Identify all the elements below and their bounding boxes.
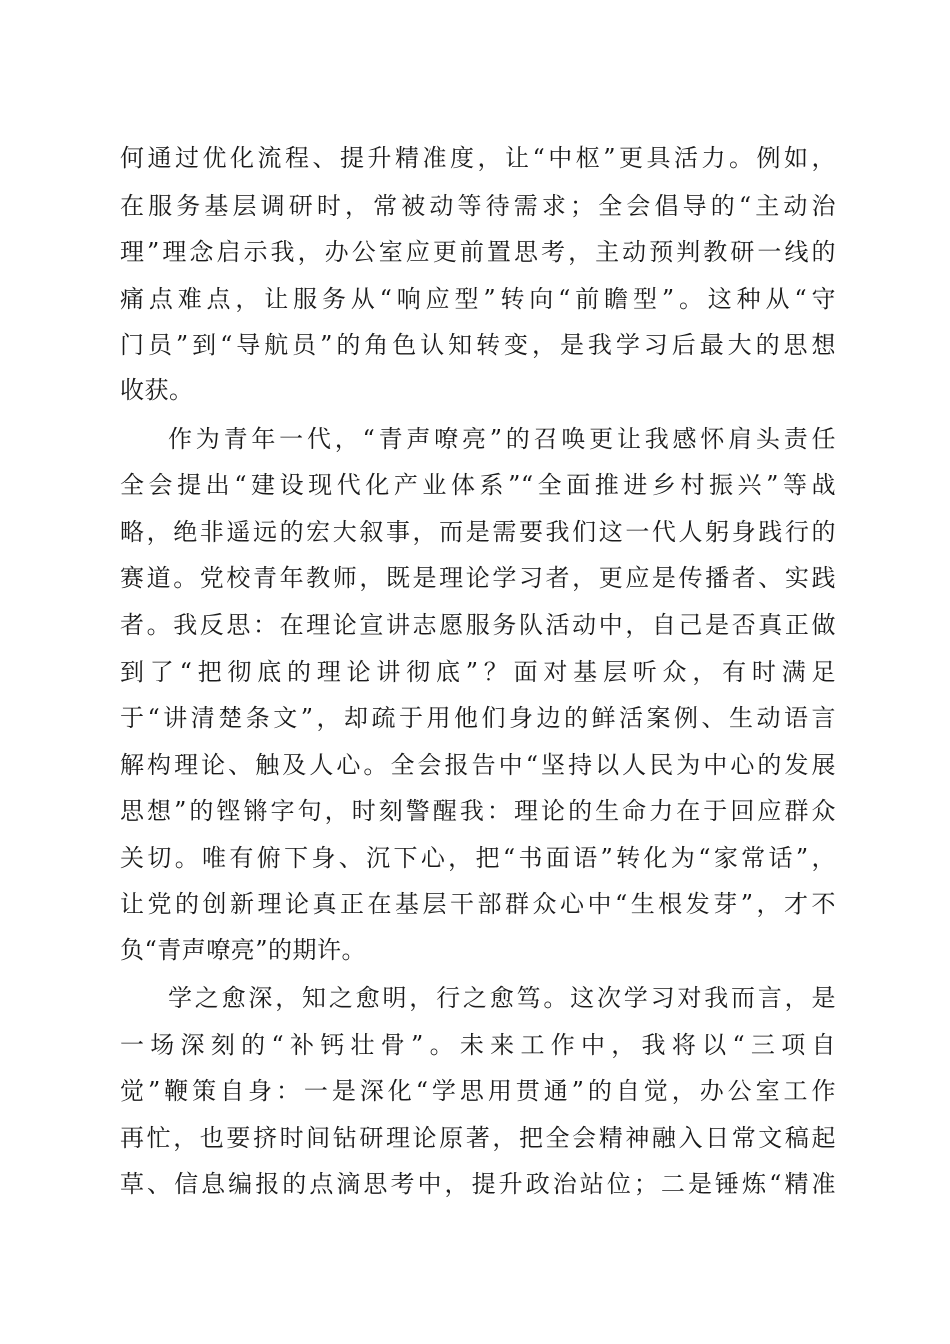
text-line: 在服务基层调研时，常被动等待需求；全会倡导的“主动治: [120, 192, 836, 220]
paragraph-first-line: 作为青年一代，“青声嘹亮”的召唤更让我感怀肩头责任: [168, 425, 836, 453]
text-line: 门员”到“导航员”的角色认知转变，是我学习后最大的思想: [120, 331, 836, 359]
text-line: 解构理论、触及人心。全会报告中“坚持以人民为中心的发展: [120, 751, 836, 779]
text-line: 负“青声嘹亮”的期许。: [120, 936, 367, 964]
text-line: 理”理念启示我，办公室应更前置思考，主动预判教研一线的: [120, 238, 836, 266]
text-line: 全会提出“建设现代化产业体系”“全面推进乡村振兴”等战: [120, 471, 836, 499]
text-line: 觉”鞭策自身：一是深化“学思用贯通”的自觉，办公室工作: [120, 1077, 836, 1105]
text-line: 再忙，也要挤时间钻研理论原著，把全会精神融入日常文稿起: [120, 1124, 836, 1152]
text-line: 于“讲清楚条文”，却疏于用他们身边的鲜活案例、生动语言: [120, 704, 836, 732]
text-line: 何通过优化流程、提升精准度，让“中枢”更具活力。例如，: [120, 144, 836, 172]
text-line: 略，绝非遥远的宏大叙事，而是需要我们这一代人躬身践行的: [120, 518, 836, 546]
text-line: 关切。唯有俯下身、沉下心，把“书面语”转化为“家常话”，: [120, 844, 836, 872]
paragraph-first-line: 学之愈深，知之愈明，行之愈笃。这次学习对我而言，是: [168, 984, 836, 1012]
text-line: 思想”的铿锵字句，时刻警醒我：理论的生命力在于回应群众: [120, 797, 836, 825]
text-line: 痛点难点，让服务从“响应型”转向“前瞻型”。这种从“守: [120, 285, 836, 313]
text-line: 收获。: [120, 376, 194, 404]
text-line: 草、信息编报的点滴思考中，提升政治站位；二是锤炼“精准: [120, 1170, 836, 1198]
text-line: 赛道。党校青年教师，既是理论学习者，更应是传播者、实践: [120, 564, 836, 592]
text-line: 到了“把彻底的理论讲彻底”？面对基层听众，有时满足: [120, 658, 836, 686]
text-line: 让党的创新理论真正在基层干部群众心中“生根发芽”，才不: [120, 890, 836, 918]
text-line: 一场深刻的“补钙壮骨”。未来工作中，我将以“三项自: [120, 1031, 836, 1059]
text-line: 者。我反思：在理论宣讲志愿服务队活动中，自己是否真正做: [120, 611, 836, 639]
